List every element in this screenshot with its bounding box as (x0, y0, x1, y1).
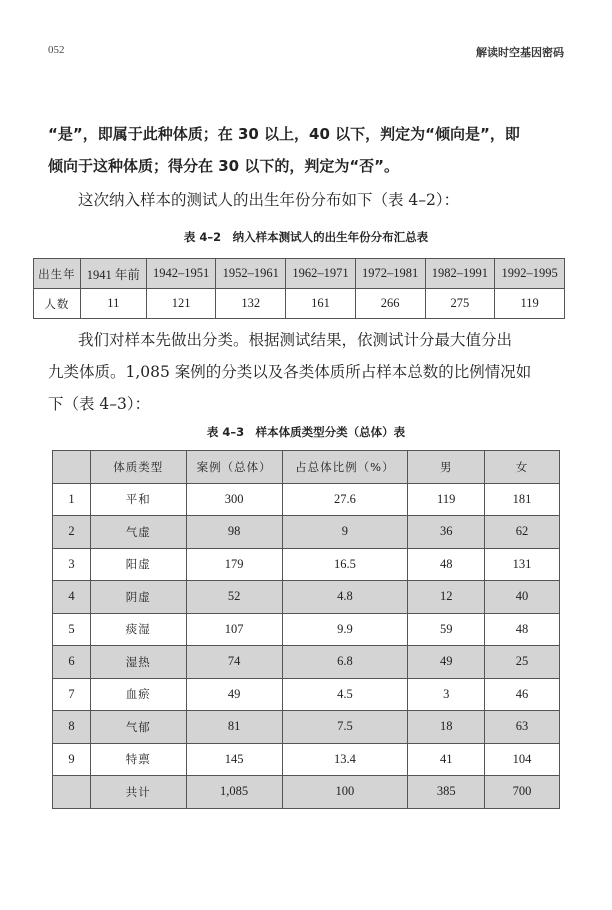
value-cell: 46 (485, 678, 560, 711)
row-label-cell: 人数 (34, 289, 81, 319)
value-cell: 104 (485, 743, 560, 776)
value-cell: 121 (146, 289, 216, 319)
value-cell: 179 (186, 548, 282, 581)
value-cell: 1,085 (186, 776, 282, 809)
value-cell: 145 (186, 743, 282, 776)
value-cell: 36 (408, 516, 485, 549)
value-cell: 9.9 (282, 613, 408, 646)
header-cell: 男 (408, 451, 485, 484)
value-cell: 5 (53, 613, 91, 646)
value-cell: 40 (485, 581, 560, 614)
table-row (53, 743, 560, 776)
header-cell: 1952–1961 (216, 259, 286, 289)
value-cell: 52 (186, 581, 282, 614)
constitution-type-cell: 平和 (90, 483, 186, 516)
running-title: 解读时空基因密码 (476, 46, 564, 59)
value-cell: 4.5 (282, 678, 408, 711)
value-cell: 107 (186, 613, 282, 646)
constitution-type-cell: 阳虚 (90, 548, 186, 581)
constitution-type-cell: 血瘀 (90, 678, 186, 711)
header-cell: 案例（总体） (186, 451, 282, 484)
text-line: 我们对样本先做出分类。根据测试结果，依测试计分最大值分出 (78, 331, 513, 349)
value-cell: 63 (485, 711, 560, 744)
constitution-type-cell: 气虚 (90, 516, 186, 549)
header-cell: 1941 年前 (80, 259, 146, 289)
value-cell: 48 (485, 613, 560, 646)
table-row (53, 483, 560, 516)
value-cell: 4.8 (282, 581, 408, 614)
value-cell: 9 (53, 743, 91, 776)
header-cell: 1942–1951 (146, 259, 216, 289)
constitution-type-cell: 特禀 (90, 743, 186, 776)
value-cell: 266 (355, 289, 425, 319)
text-line: 倾向于这种体质；得分在 30 以下的，判定为“否”。 (48, 157, 400, 175)
value-cell: 1 (53, 483, 91, 516)
header-cell: 1992–1995 (495, 259, 565, 289)
text-line: 九类体质。1,085 案例的分类以及各类体质所占样本总数的比例情况如 (48, 363, 532, 381)
total-row (53, 776, 560, 809)
value-cell: 119 (408, 483, 485, 516)
value-cell: 4 (53, 581, 91, 614)
value-cell: 49 (186, 678, 282, 711)
value-cell: 3 (53, 548, 91, 581)
table-header-row (53, 451, 560, 484)
header-cell: 出生年 (34, 259, 81, 289)
value-cell: 300 (186, 483, 282, 516)
table-row (34, 289, 565, 319)
header-cell: 占总体比例（%） (282, 451, 408, 484)
table-row (53, 581, 560, 614)
value-cell: 8 (53, 711, 91, 744)
value-cell: 700 (485, 776, 560, 809)
value-cell: 100 (282, 776, 408, 809)
value-cell: 48 (408, 548, 485, 581)
constitution-type-cell: 体质类型 (90, 451, 186, 484)
text-line: 下（表 4–3）： (48, 395, 151, 413)
value-cell: 12 (408, 581, 485, 614)
header-cell: 1982–1991 (425, 259, 495, 289)
value-cell: 74 (186, 646, 282, 679)
table-4-3 (52, 450, 560, 809)
table-row (53, 613, 560, 646)
table-row (53, 711, 560, 744)
value-cell: 13.4 (282, 743, 408, 776)
value-cell: 62 (485, 516, 560, 549)
value-cell: 6.8 (282, 646, 408, 679)
value-cell: 119 (495, 289, 565, 319)
table-4-2 (33, 258, 565, 319)
value-cell: 59 (408, 613, 485, 646)
value-cell: 7 (53, 678, 91, 711)
value-cell: 11 (80, 289, 146, 319)
constitution-type-cell: 湿热 (90, 646, 186, 679)
value-cell: 98 (186, 516, 282, 549)
value-cell: 9 (282, 516, 408, 549)
value-cell: 81 (186, 711, 282, 744)
value-cell: 161 (286, 289, 356, 319)
table-row (53, 516, 560, 549)
header-cell: 1962–1971 (286, 259, 356, 289)
constitution-type-cell: 气郁 (90, 711, 186, 744)
table-row (53, 548, 560, 581)
table-row (53, 678, 560, 711)
header-cell (53, 451, 91, 484)
value-cell: 25 (485, 646, 560, 679)
value-cell: 3 (408, 678, 485, 711)
value-cell: 16.5 (282, 548, 408, 581)
text-line: 这次纳入样本的测试人的出生年份分布如下（表 4–2）： (78, 191, 460, 209)
page-header (48, 44, 564, 60)
value-cell: 2 (53, 516, 91, 549)
value-cell: 181 (485, 483, 560, 516)
value-cell: 27.6 (282, 483, 408, 516)
value-cell: 275 (425, 289, 495, 319)
constitution-type-cell: 阴虚 (90, 581, 186, 614)
value-cell: 41 (408, 743, 485, 776)
table-row (53, 646, 560, 679)
paragraph-criteria (48, 118, 568, 182)
value-cell: 7.5 (282, 711, 408, 744)
value-cell: 18 (408, 711, 485, 744)
constitution-type-cell: 痰湿 (90, 613, 186, 646)
value-cell: 132 (216, 289, 286, 319)
paragraph-intro-table-4-2 (78, 184, 598, 216)
page-number: 052 (48, 44, 65, 56)
table-4-3-caption: 表 4–3 样本体质类型分类（总体）表 (206, 425, 406, 439)
value-cell: 6 (53, 646, 91, 679)
value-cell: 385 (408, 776, 485, 809)
table-header-row (34, 259, 565, 289)
constitution-type-cell: 共计 (90, 776, 186, 809)
header-cell: 1972–1981 (355, 259, 425, 289)
header-cell: 女 (485, 451, 560, 484)
paragraph-classification (48, 324, 568, 420)
value-cell: 49 (408, 646, 485, 679)
text-line: “是”，即属于此种体质；在 30 以上，40 以下，判定为“倾向是”，即 (48, 125, 520, 143)
value-cell: 131 (485, 548, 560, 581)
value-cell (53, 776, 91, 809)
table-4-2-caption: 表 4–2 纳入样本测试人的出生年份分布汇总表 (183, 230, 429, 244)
